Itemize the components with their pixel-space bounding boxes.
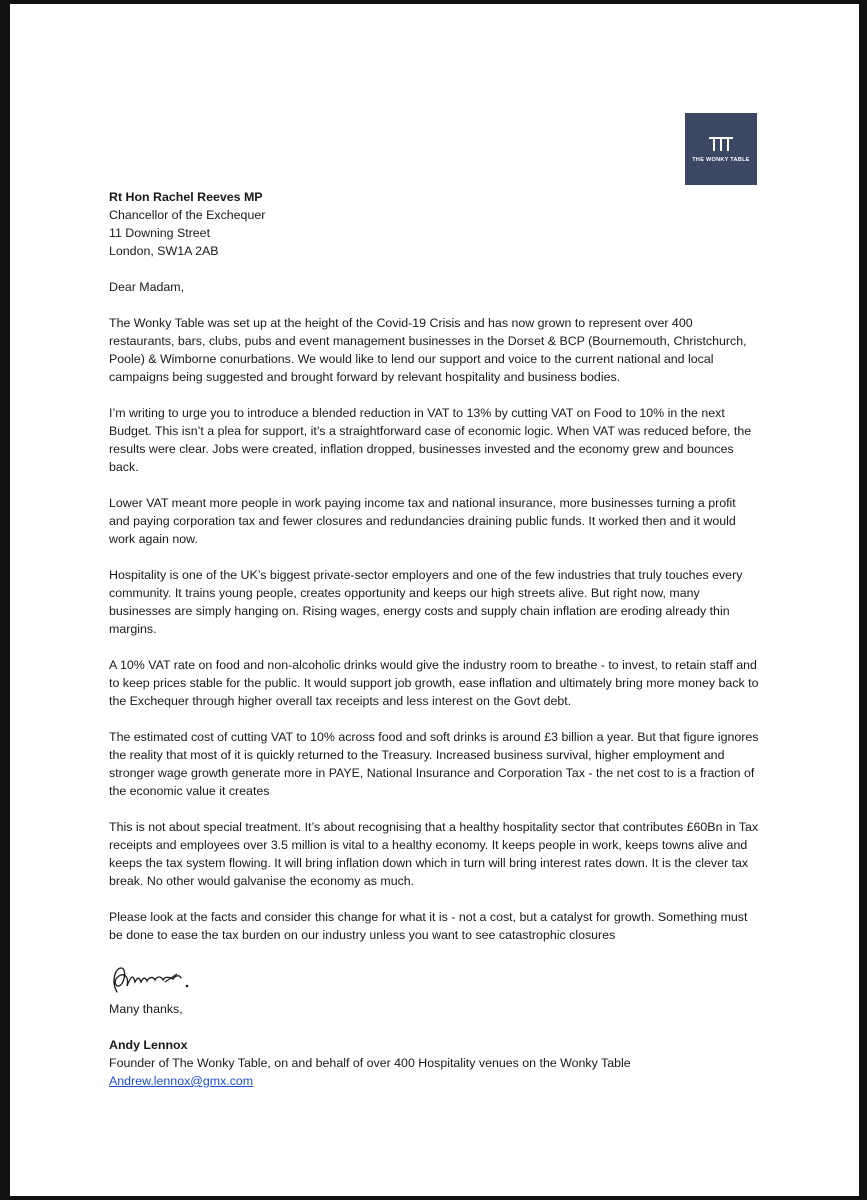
- sender-name: Andy Lennox: [109, 1038, 188, 1052]
- paragraph-4: Hospitality is one of the UK’s biggest private-sector employers and one of the few industries that truly touches every community. It trains young people, creates opportunity and keeps our high streets alive. But right now, many businesses are simply hanging on. Rising wages, energy costs and supply chain inflation are eroding already thin margins.: [109, 568, 743, 636]
- recipient-title: Chancellor of the Exchequer: [109, 208, 266, 222]
- sender-email-link[interactable]: Andrew.lennox@gmx.com: [109, 1074, 254, 1088]
- logo-text: THE WONKY TABLE: [692, 156, 750, 163]
- sender-role: Founder of The Wonky Table, on and behalf of over 400 Hospitality venues on the Wonky Table: [109, 1056, 631, 1070]
- wonky-table-logo: [685, 113, 757, 185]
- sender-block: [109, 1036, 759, 1090]
- recipient-street: 11 Downing Street: [109, 226, 211, 240]
- salutation: Dear Madam,: [109, 280, 185, 294]
- paragraph-1: The Wonky Table was set up at the height of the Covid-19 Crisis and has now grown to represent over 400 restaurants, bars, clubs, pubs and event management businesses in the Dorset & BCP (Bournemouth, Christchurch, Poole) & Wimborne conurbations. We would like to lend our support and voice to the current national and local campaigns being suggested and brought forward by relevant hospitality and business bodies.: [109, 316, 747, 384]
- recipient-address: [109, 188, 759, 260]
- recipient-name: Rt Hon Rachel Reeves MP: [109, 190, 263, 204]
- letter-body: [109, 188, 759, 1090]
- paragraph-6: The estimated cost of cutting VAT to 10% across food and soft drinks is around £3 billion a year. But that figure ignores the reality that most of it is quickly returned to the Treasury. Increased business survival, higher employment and stronger wage growth generate more in PAYE, National Insurance and Corporation Tax - the net cost to is a fraction of the economic value it creates: [109, 730, 759, 798]
- recipient-city: London, SW1A 2AB: [109, 244, 219, 258]
- handwritten-signature: [107, 962, 759, 996]
- paragraph-7: This is not about special treatment. It’s about recognising that a healthy hospitality sector that contributes £60Bn in Tax receipts and employees over 3.5 million is vital to a healthy economy. It keeps people in work, keeps towns alive and keeps the tax system flowing. It will bring inflation down which in turn will bring interest rates down. It is the clever tax break. No other would galvanise the economy as much.: [109, 820, 759, 888]
- closing: Many thanks,: [109, 1002, 183, 1016]
- paragraph-2: I’m writing to urge you to introduce a blended reduction in VAT to 13% by cutting VAT on Food to 10% in the next Budget. This isn’t a plea for support, it’s a straightforward case of economic logic. When VAT was reduced before, the results were clear. Jobs were created, inflation dropped, businesses invested and the economy grew and bounces back.: [109, 406, 752, 474]
- paragraph-8: Please look at the facts and consider this change for what it is - not a cost, but a catalyst for growth. Something must be done to ease the tax burden on our industry unless you want to see catastrophic closures: [109, 910, 748, 942]
- paragraph-3: Lower VAT meant more people in work paying income tax and national insurance, more businesses turning a profit and paying corporation tax and fewer closures and redundancies draining public funds. It worked then and it would work again now.: [109, 496, 736, 546]
- paragraph-5: A 10% VAT rate on food and non-alcoholic drinks would give the industry room to breathe - to invest, to retain staff and to keep prices stable for the public. It would support job growth, ease inflation and ultimately bring more money back to the Exchequer through higher overall tax receipts and less interest on the Govt debt.: [109, 658, 759, 708]
- wonky-table-icon: [708, 136, 734, 152]
- letter-page: [10, 4, 859, 1196]
